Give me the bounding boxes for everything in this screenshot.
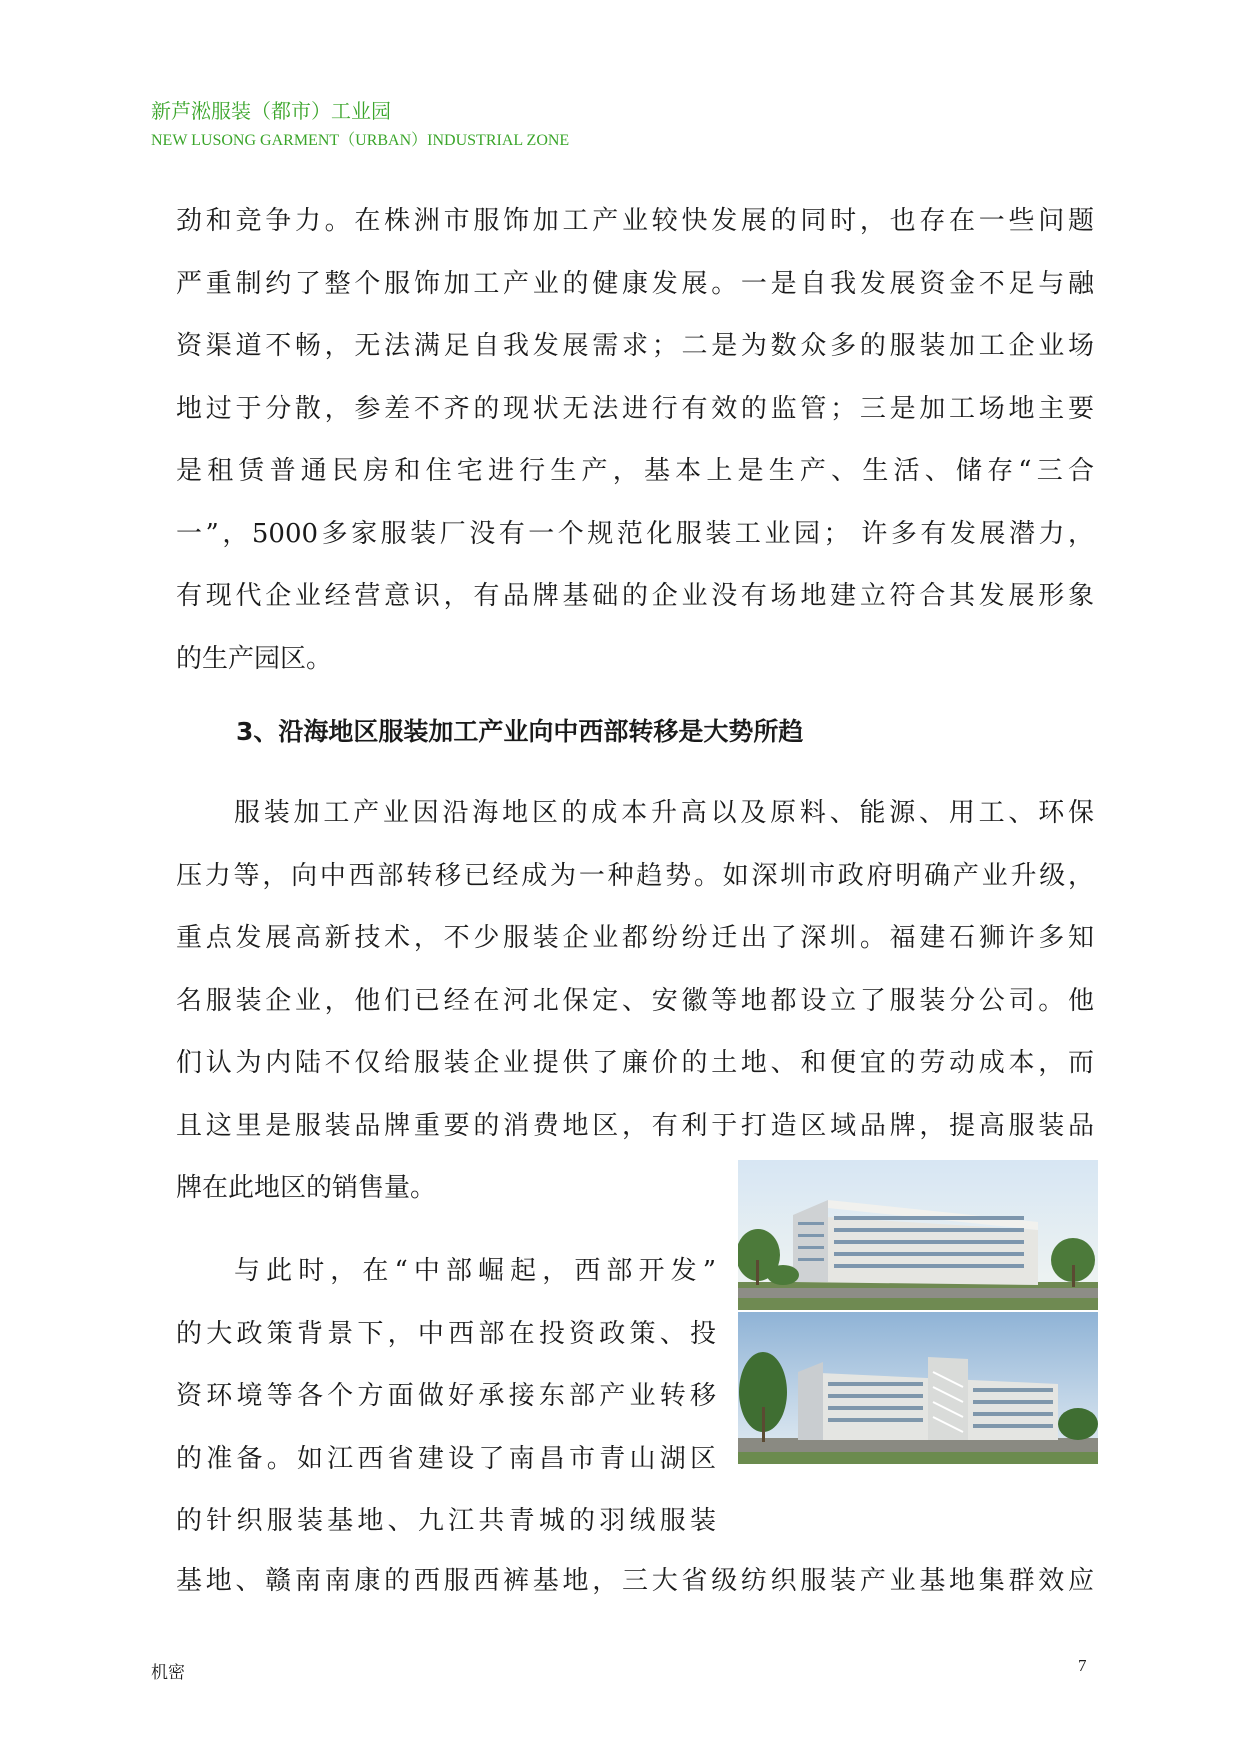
paragraph-line: 基地、赣南南康的西服西裤基地，三大省级纺织服装产业基地集群效应 [176,1566,1094,1596]
paragraph-2 [176,782,1094,1220]
paragraph-line: 有现代企业经营意识，有品牌基础的企业没有场地建立符合其发展形象 [176,581,1094,611]
paragraph-line: 地过于分散，参差不齐的现状无法进行有效的监管；三是加工场地主要 [176,393,1094,424]
paragraph-line: 严重制约了整个服饰加工产业的健康发展。一是自我发展资金不足与融 [176,268,1094,299]
header-title-en: NEW LUSONG GARMENT（URBAN）INDUSTRIAL ZONE [151,132,570,149]
paragraph-line: 们认为内陆不仅给服装企业提供了廉价的土地、和便宜的劳动成本，而 [176,1048,1094,1078]
section-heading: 3、沿海地区服装加工产业向中西部转移是大势所趋 [236,717,804,746]
paragraph-line: 一”，5000多家服装厂没有一个规范化服装工业园； 许多有发展潜力， [176,518,1094,549]
paragraph-line: 的生产园区。 [176,643,333,674]
paragraph-line: 与此时，在“中部崛起，西部开发” [234,1256,716,1286]
building-rendering-image-2 [738,1312,1098,1464]
paragraph-1 [176,190,1094,690]
paragraph-line: 是租赁普通民房和住宅进行生产，基本上是生产、生活、储存“三合 [176,456,1094,486]
page-header [151,98,569,152]
paragraph-line: 的大政策背景下，中西部在投资政策、投 [176,1318,716,1349]
paragraph-line: 的准备。如江西省建设了南昌市青山湖区 [176,1443,716,1474]
paragraph-line: 劲和竞争力。在株洲市服饰加工产业较快发展的同时，也存在一些问题 [176,206,1094,236]
paragraph-3 [176,1240,716,1553]
paragraph-line: 名服装企业，他们已经在河北保定、安徽等地都设立了服装分公司。他 [176,985,1094,1016]
paragraph-line: 资环境等各个方面做好承接东部产业转移 [176,1381,716,1411]
paragraph-line: 压力等，向中西部转移已经成为一种趋势。如深圳市政府明确产业升级， [176,860,1094,891]
building-rendering-image-1 [738,1160,1098,1310]
paragraph-line: 且这里是服装品牌重要的消费地区，有利于打造区域品牌，提高服装品 [176,1110,1094,1141]
page-number: 7 [1078,1656,1087,1675]
paragraph-line: 的针织服装基地、九江共青城的羽绒服装 [176,1506,716,1536]
header-title-cn: 新芦淞服装（都市）工业园 [151,99,391,123]
paragraph-4 [176,1550,1094,1613]
paragraph-line: 重点发展高新技术，不少服装企业都纷纷迁出了深圳。福建石狮许多知 [176,923,1094,953]
paragraph-line: 牌在此地区的销售量。 [176,1173,437,1203]
paragraph-line: 服装加工产业因沿海地区的成本升高以及原料、能源、用工、环保 [234,798,1094,828]
footer-confidential-label: 机密 [151,1663,185,1683]
paragraph-line: 资渠道不畅，无法满足自我发展需求；二是为数众多的服装加工企业场 [176,331,1094,361]
